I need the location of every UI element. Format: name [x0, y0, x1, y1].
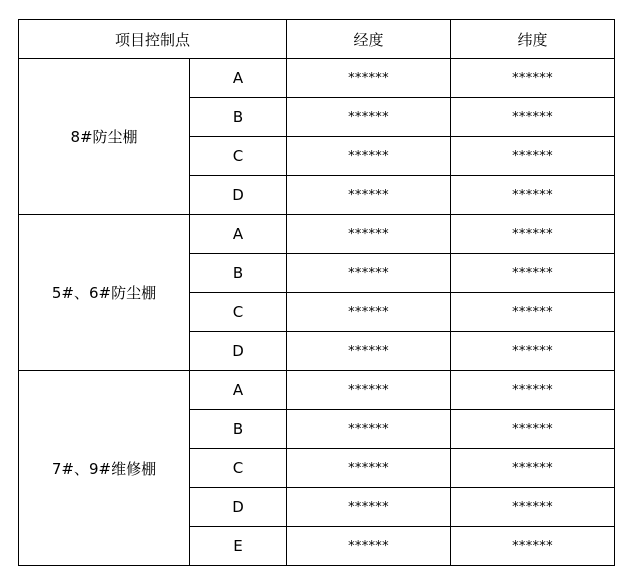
longitude-value: ******: [287, 137, 451, 176]
point-label: A: [190, 371, 287, 410]
longitude-value: ******: [287, 98, 451, 137]
latitude-value: ******: [451, 488, 615, 527]
latitude-value: ******: [451, 98, 615, 137]
latitude-value: ******: [451, 410, 615, 449]
header-point: 项目控制点: [19, 20, 287, 59]
point-label: C: [190, 293, 287, 332]
longitude-value: ******: [287, 254, 451, 293]
latitude-value: ******: [451, 527, 615, 566]
latitude-value: ******: [451, 176, 615, 215]
group-name: 5#、6#防尘棚: [19, 215, 190, 371]
latitude-value: ******: [451, 371, 615, 410]
group-name: 8#防尘棚: [19, 59, 190, 215]
table-row: [19, 215, 615, 254]
point-label: B: [190, 254, 287, 293]
point-label: D: [190, 176, 287, 215]
point-label: B: [190, 98, 287, 137]
longitude-value: ******: [287, 371, 451, 410]
longitude-value: ******: [287, 488, 451, 527]
point-label: C: [190, 449, 287, 488]
header-row: [19, 20, 615, 59]
control-points-table: [18, 19, 615, 566]
point-label: B: [190, 410, 287, 449]
point-label: A: [190, 215, 287, 254]
longitude-value: ******: [287, 176, 451, 215]
latitude-value: ******: [451, 293, 615, 332]
longitude-value: ******: [287, 527, 451, 566]
table-row: [19, 371, 615, 410]
group-name: 7#、9#维修棚: [19, 371, 190, 566]
header-longitude: 经度: [287, 20, 451, 59]
point-label: A: [190, 59, 287, 98]
point-label: D: [190, 488, 287, 527]
longitude-value: ******: [287, 449, 451, 488]
point-label: C: [190, 137, 287, 176]
latitude-value: ******: [451, 254, 615, 293]
latitude-value: ******: [451, 59, 615, 98]
table-row: [19, 59, 615, 98]
longitude-value: ******: [287, 59, 451, 98]
latitude-value: ******: [451, 332, 615, 371]
latitude-value: ******: [451, 449, 615, 488]
point-label: D: [190, 332, 287, 371]
longitude-value: ******: [287, 332, 451, 371]
table-body: [19, 59, 615, 566]
header-latitude: 纬度: [451, 20, 615, 59]
latitude-value: ******: [451, 215, 615, 254]
longitude-value: ******: [287, 410, 451, 449]
longitude-value: ******: [287, 293, 451, 332]
point-label: E: [190, 527, 287, 566]
latitude-value: ******: [451, 137, 615, 176]
longitude-value: ******: [287, 215, 451, 254]
